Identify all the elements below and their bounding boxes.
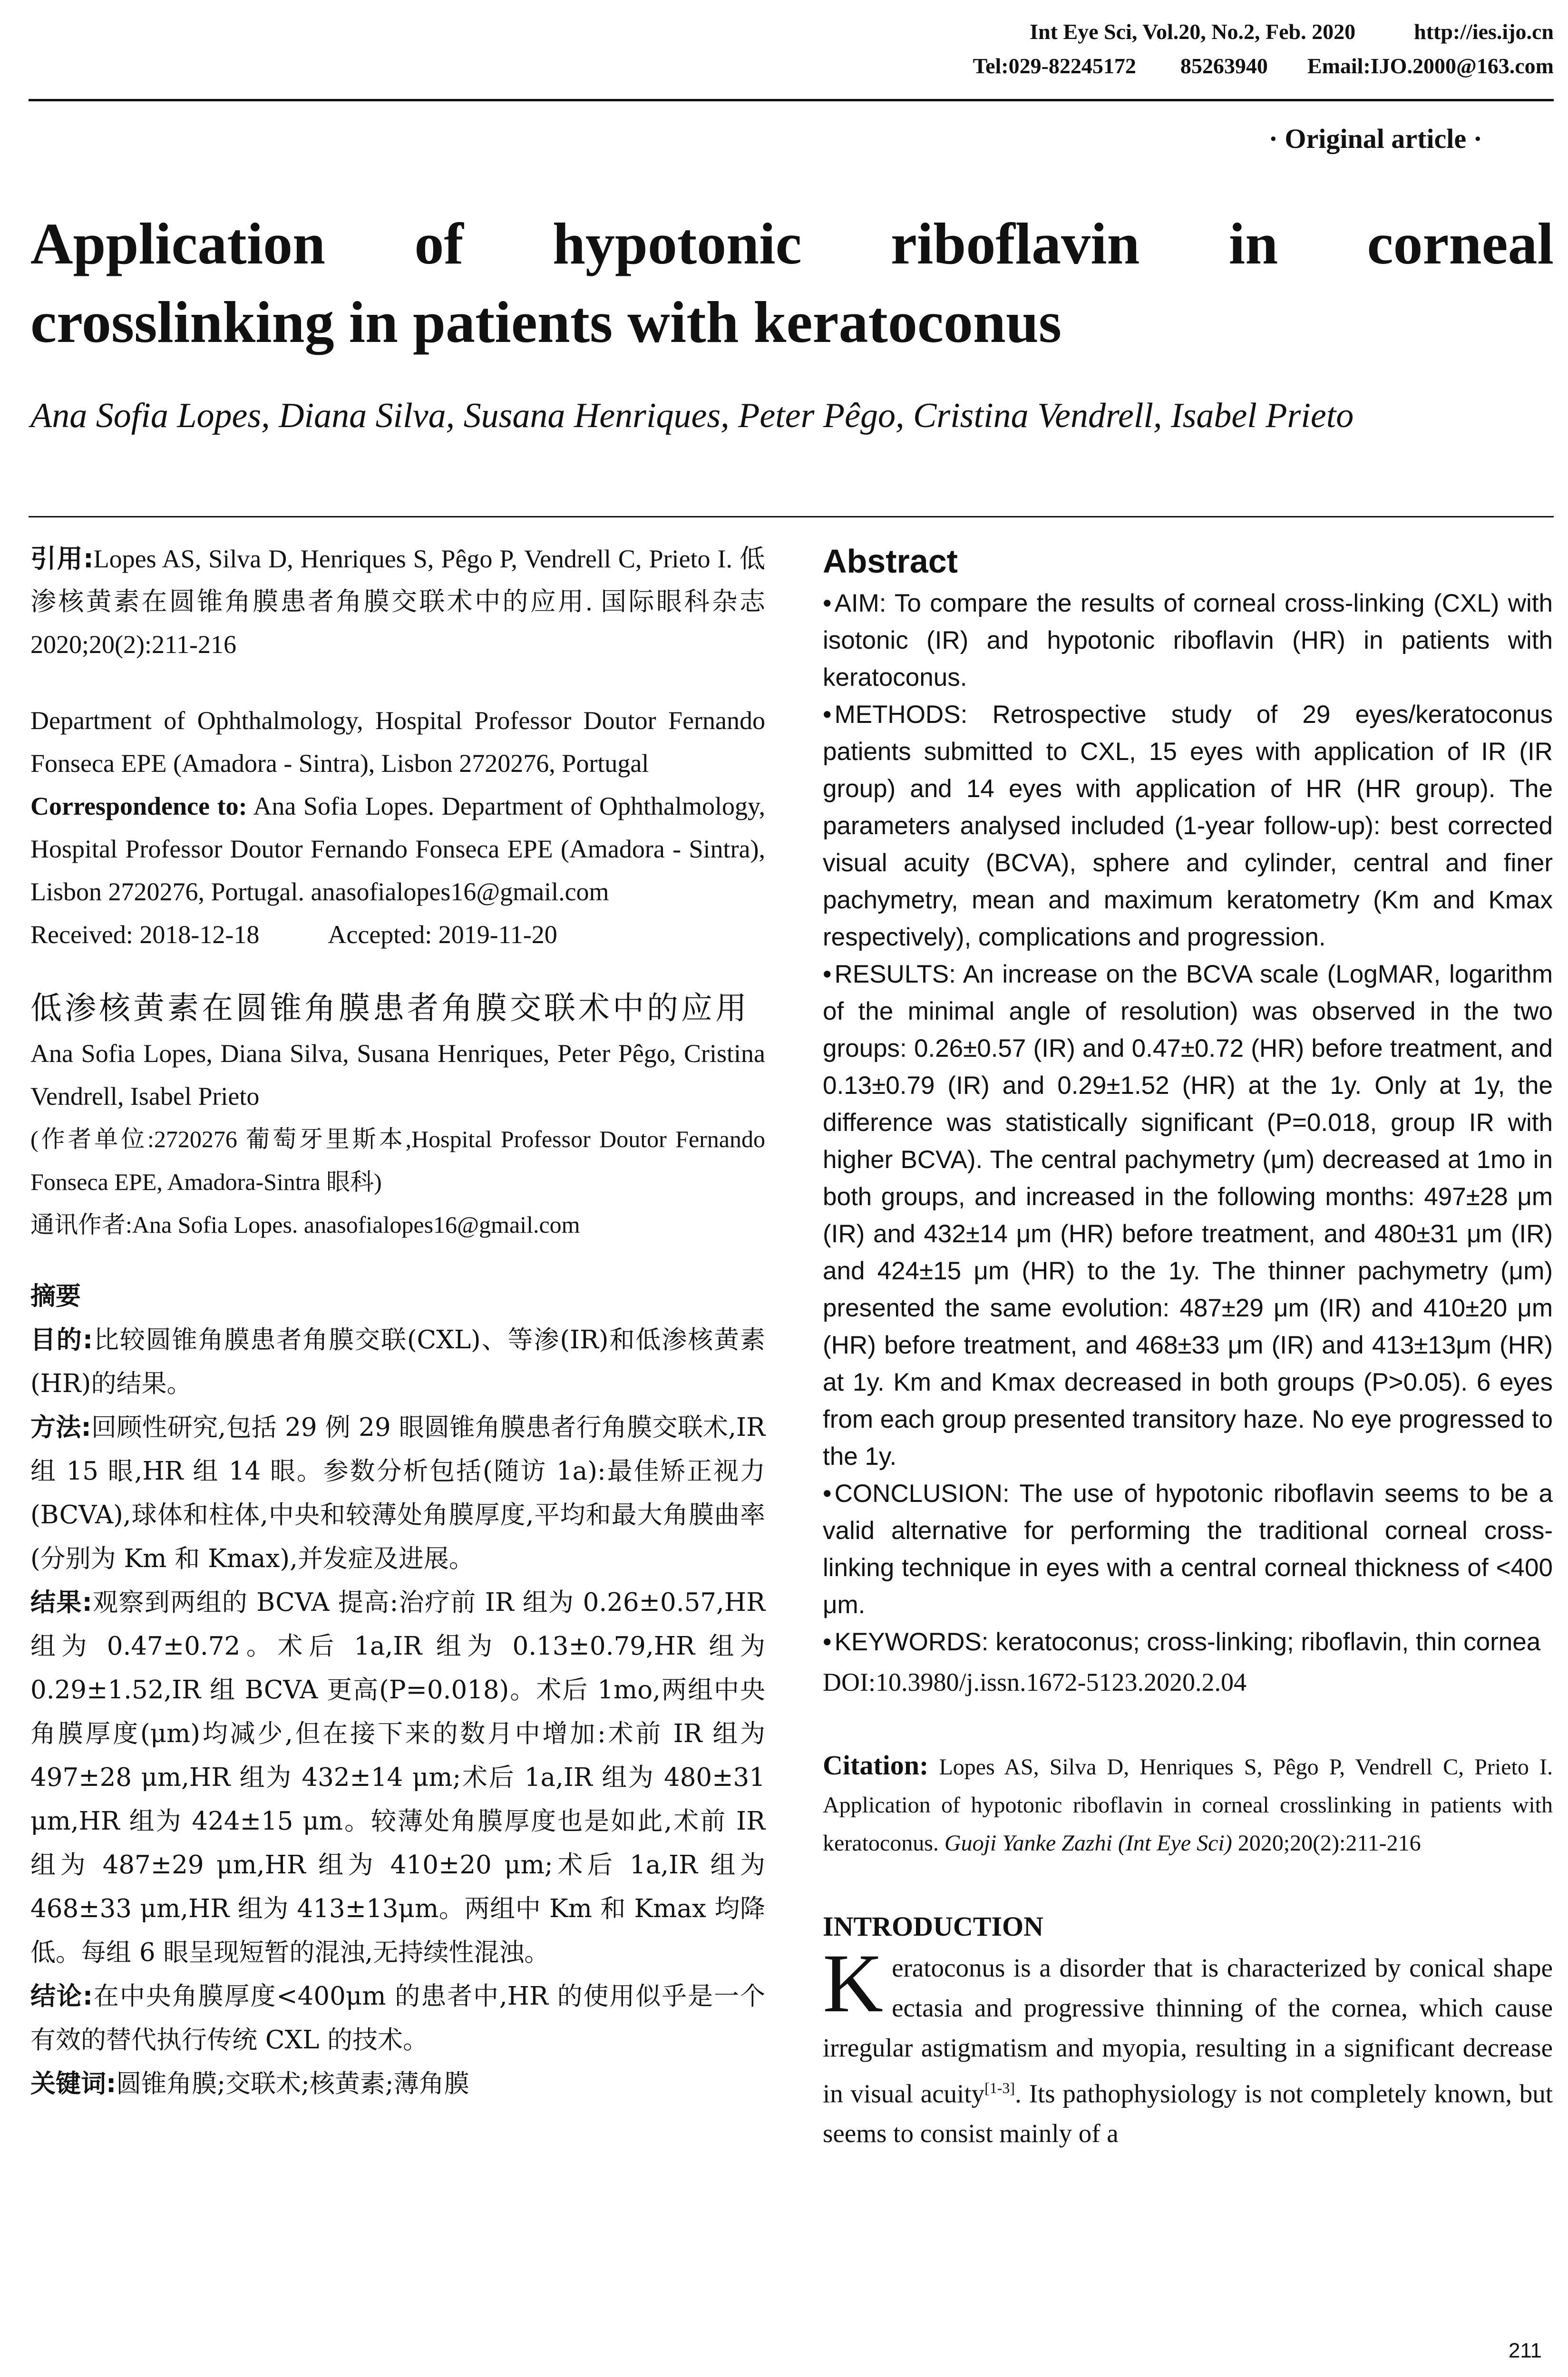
chinese-correspondence: 通讯作者:Ana Sofia Lopes. anasofialopes16@gmail.com (30, 1211, 580, 1238)
journal-url[interactable]: http://ies.ijo.cn (1414, 19, 1554, 44)
chinese-abstract-heading: 摘要 (30, 1282, 81, 1311)
page-number: 211 (1508, 2339, 1542, 2362)
drop-cap: K (823, 1937, 884, 2030)
zh-aim-text: 比较圆锥角膜患者角膜交联(CXL)、等渗(IR)和低渗核黄素(HR)的结果。 (30, 1325, 766, 1398)
intro-text-2: . Its pathophysiology is not completely known, but seems to consist mainly of a (823, 2079, 1553, 2148)
affiliation: Department of Ophthalmology, Hospital Professor Doutor Fernando Fonseca EPE (Amadora - Sintra), Lisbon 2720276, Portugal (30, 706, 765, 778)
methods-label: METHODS: (834, 701, 968, 729)
doi[interactable]: DOI:10.3980/j.issn.1672-5123.2020.2.04 (823, 1668, 1247, 1696)
zh-keywords-text: 圆锥角膜;交联术;核黄素;薄角膜 (116, 2069, 469, 2098)
zh-methods-label: 方法: (30, 1413, 91, 1442)
running-header (29, 19, 1554, 102)
abstract-results (823, 956, 1553, 1475)
results-label: RESULTS: (834, 960, 956, 988)
bullet-icon: • (823, 701, 832, 729)
bullet-icon: • (823, 960, 832, 988)
keywords-text: keratoconus; cross-linking; riboflavin, thin cornea (995, 1628, 1541, 1656)
right-column (823, 537, 1553, 2153)
header-rule (29, 99, 1554, 101)
aim-label: AIM: (834, 589, 886, 617)
journal-citation: Int Eye Sci, Vol.20, No.2, Feb. 2020 (1030, 19, 1356, 44)
zh-conclusion-label: 结论: (30, 1982, 93, 2011)
conclusion-label: CONCLUSION: (834, 1480, 1010, 1508)
intro-text-1: eratoconus is a disorder that is characterized by conical shape ectasia and progressive thinning of the cornea, which cause irregular astigmatism and myopia, resulting in a significant decrease in visual acuity (823, 1953, 1553, 2108)
abstract-conclusion (823, 1475, 1553, 1624)
intro-reference[interactable]: [1-3] (984, 2079, 1015, 2096)
bullet-icon: • (823, 1480, 832, 1508)
intro-body (823, 1937, 1553, 2153)
article-type-label: · Original article · (1268, 123, 1482, 154)
chinese-conclusion (30, 1975, 765, 2062)
chinese-affiliation: (作者单位:2720276 葡萄牙里斯本,Hospital Professor Doutor Fernando Fonseca EPE, Amadora-Sintra 眼科) (30, 1126, 765, 1195)
citation-label: Citation: (823, 1750, 929, 1781)
correspondence-text: Ana Sofia Lopes. Department of Ophthalmology, Hospital Professor Doutor Fernando Fonseca EPE (Amadora - Sintra), Lisbon 2720276, Portugal. anasofialopes16@gmail.com (30, 792, 765, 906)
zh-keywords-label: 关键词: (30, 2069, 117, 2098)
chinese-results (30, 1581, 765, 1975)
journal-tel: Tel:029-82245172 (973, 54, 1136, 78)
zh-methods-text: 回顾性研究,包括 29 例 29 眼圆锥角膜患者行角膜交联术,IR 组 15 眼,HR 组 14 眼。参数分析包括(随访 1a):最佳矫正视力(BCVA),球体和柱体,中央和较薄处角膜厚度,平均和最大角膜曲率(分别为 Km 和 Kmax),并发症及进展。 (30, 1413, 765, 1573)
chinese-citation (30, 537, 765, 666)
citation-journal: Guoji Yanke Zazhi (Int Eye Sci) (944, 1831, 1232, 1856)
abstract-heading: Abstract (823, 543, 958, 580)
methods-text: Retrospective study of 29 eyes/keratoconus patients submitted to CXL, 15 eyes with application of IR (IR group) and 14 eyes with application of HR (HR group). The parameters analysed included (1-year follow-up): best corrected visual acuity (BCVA), sphere and cylinder, central and finer pachymetry, mean and maximum keratometry (Km and Kmax respectively), complications and progression. (823, 701, 1553, 951)
chinese-aim (30, 1318, 765, 1406)
article-title (30, 205, 1554, 361)
author-list: Ana Sofia Lopes, Diana Silva, Susana Henriques, Peter Pêgo, Cristina Vendrell, Isabel Prieto (30, 396, 1354, 435)
citation-text: Lopes AS, Silva D, Henriques S, Pêgo P, Vendrell C, Prieto I. Application of hypotonic riboflavin in corneal crosslinking in patients with keratoconus. (823, 1754, 1553, 1856)
introduction-heading: INTRODUCTION (823, 1911, 1044, 1942)
accepted-date: Accepted: 2019-11-20 (328, 920, 557, 949)
correspondence-label: Correspondence to: (30, 792, 247, 820)
chinese-authors: Ana Sofia Lopes, Diana Silva, Susana Henriques, Peter Pêgo, Cristina Vendrell, Isabel Prieto (30, 1039, 765, 1111)
introduction-paragraph (823, 1937, 1553, 2153)
correspondence (30, 785, 765, 913)
title-line-1: Application of hypotonic riboflavin in corneal (30, 211, 1554, 276)
received-date: Received: 2018-12-18 (30, 920, 260, 949)
cite-text: Lopes AS, Silva D, Henriques S, Pêgo P, Vendrell C, Prieto I. 低渗核黄素在圆锥角膜患者角膜交联术中的应用. 国际眼科杂志 2020;20(2):211-216 (30, 545, 765, 659)
zh-results-text: 观察到两组的 BCVA 提高:治疗前 IR 组为 0.26±0.57,HR 组为 0.47±0.72。术后 1a,IR 组为 0.13±0.79,HR 组为 0.29±1.52,IR 组 BCVA 更高(P=0.018)。术后 1mo,两组中央角膜厚度(μm)均减少,但在接下来的数月中增加:术前 IR 组为 497±28 μm,HR 组为 432±14 μm;术后 1a,IR 组为 480±31 μm,HR 组为 424±15 μm。较薄处角膜厚度也是如此,术前 IR 组为 487±29 μm,HR 组为 410±20 μm;术后 1a,IR 组为 468±33 μm,HR 组为 413±13μm。两组中 Km 和 Kmax 均降低。每组 6 眼呈现短暂的混浊,无持续性混浊。 (30, 1588, 766, 1967)
citation (823, 1746, 1553, 1862)
conclusion-text: The use of hypotonic riboflavin seems to be a valid alternative for performing the traditional corneal cross-linking technique in eyes with a central corneal thickness of <400 μm. (823, 1480, 1553, 1619)
chinese-methods (30, 1406, 765, 1581)
abstract-aim (823, 585, 1553, 696)
journal-contact-line (973, 53, 1554, 78)
results-text: An increase on the BCVA scale (LogMAR, logarithm of the minimal angle of resolution) was observed in the two groups: 0.26±0.57 (IR) and 0.47±0.72 (HR) before treatment, and 0.13±0.79 (IR) and 0.29±1.52 (HR) at the 1y. Only at 1y, the difference was statistically significant (P=0.018, group IR with higher BCVA). The central pachymetry (μm) decreased at 1mo in both groups, and increased in the following months: 497±28 μm (IR) and 432±14 μm (HR) before treatment, and 480±31 μm (IR) and 424±15 μm (HR) to the 1y. The thinner pachymetry (μm) presented the same evolution: 487±29 μm (IR) and 410±20 μm (HR) before treatment, and 468±33 μm (IR) and 413±13μm (HR) at 1y. Km and Kmax decreased in both groups (P>0.05). 6 eyes from each group presented transitory haze. No eye progressed to the 1y. (823, 960, 1553, 1471)
citation-year: 2020;20(2):211-216 (1237, 1831, 1421, 1856)
cite-label: 引用: (30, 544, 94, 574)
journal-email[interactable]: Email:IJO.2000@163.com (1307, 54, 1554, 78)
journal-tel2: 85263940 (1180, 54, 1268, 78)
section-rule (29, 516, 1554, 517)
title-line-2: crosslinking in patients with keratoconus (30, 290, 1062, 355)
bullet-icon: • (823, 1628, 832, 1656)
keywords-label: KEYWORDS: (834, 1628, 989, 1656)
aim-text: To compare the results of corneal cross-linking (CXL) with isotonic (IR) and hypotonic riboflavin (HR) in patients with keratoconus. (823, 589, 1553, 692)
chinese-keywords (30, 2062, 765, 2106)
dates (30, 913, 765, 956)
left-column (30, 537, 765, 2106)
journal-info-line (1030, 19, 1554, 44)
abstract-keywords (823, 1624, 1553, 1661)
abstract-methods (823, 696, 1553, 956)
zh-aim-label: 目的: (30, 1325, 93, 1354)
zh-conclusion-text: 在中央角膜厚度<400μm 的患者中,HR 的使用似乎是一个有效的替代执行传统 CXL 的技术。 (30, 1982, 765, 2055)
zh-results-label: 结果: (30, 1588, 92, 1617)
bullet-icon: • (823, 589, 832, 617)
chinese-title: 低渗核黄素在圆锥角膜患者角膜交联术中的应用 (30, 990, 750, 1026)
